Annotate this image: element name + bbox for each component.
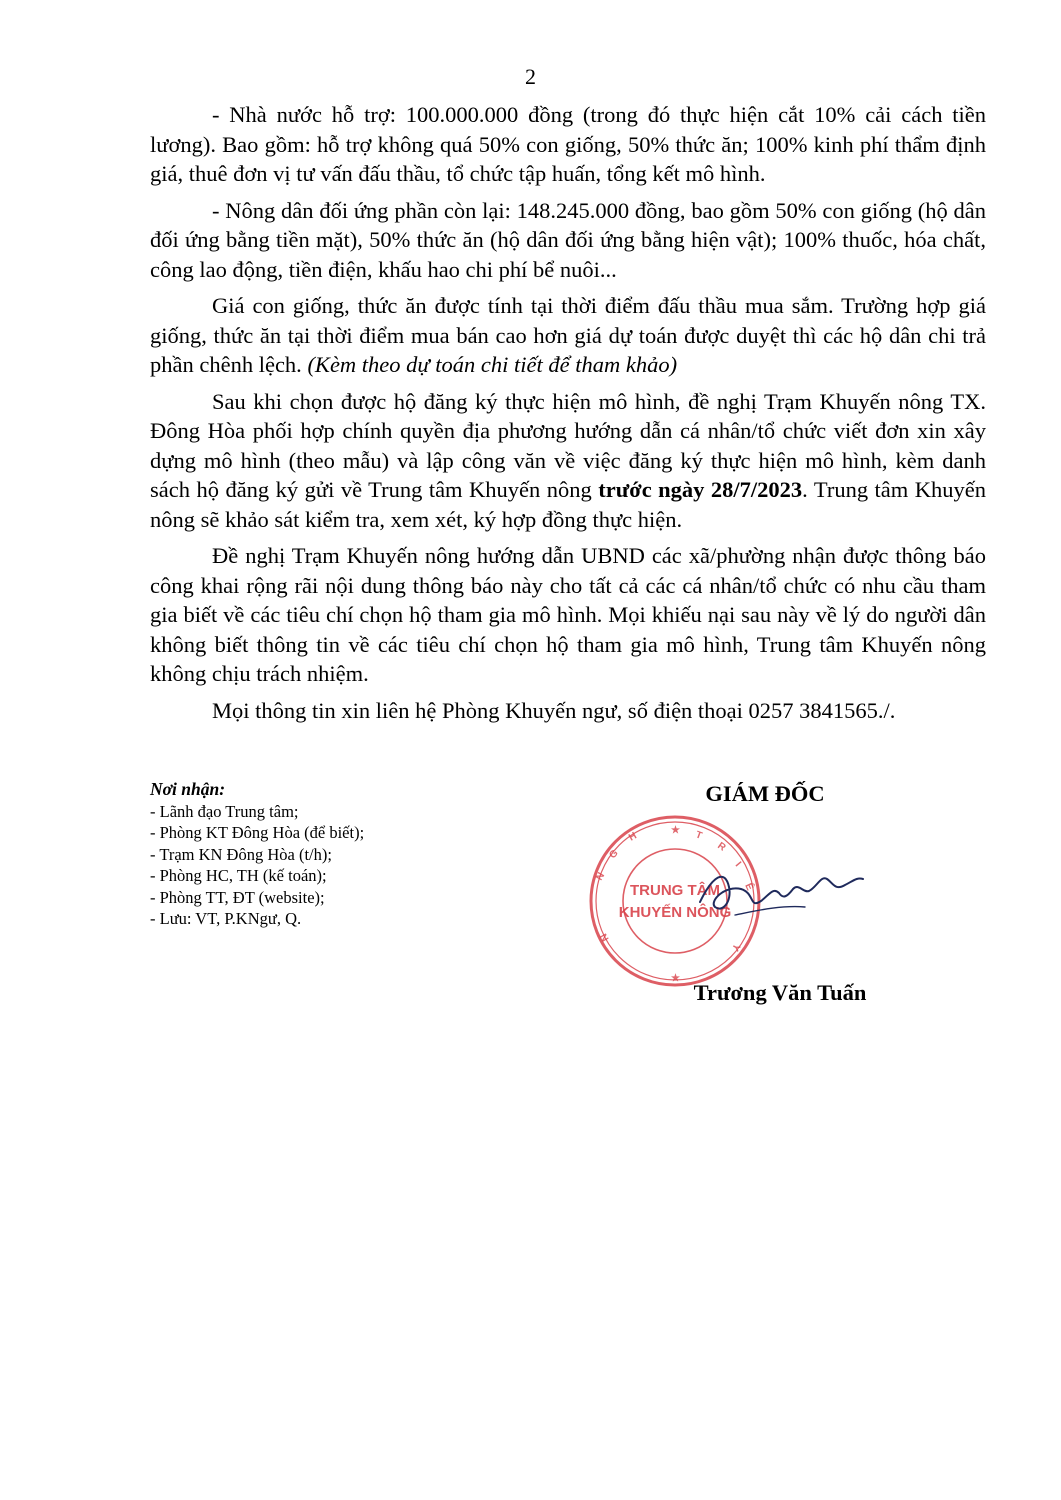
svg-text:Y: Y: [729, 941, 742, 953]
estimate-reference-note: (Kèm theo dự toán chi tiết để tham khảo): [307, 352, 678, 377]
svg-text:R: R: [715, 840, 728, 854]
svg-text:Ê: Ê: [742, 881, 756, 893]
svg-text:T: T: [693, 829, 704, 842]
paragraph-state-support: - Nhà nước hỗ trợ: 100.000.000 đồng (trong đó thực hiện cắt 10% cải cách tiền lương). Bao gồm: hỗ trợ không quá 50% con giống, 50% thức ăn; 100% kinh phí thẩm định giá, thuê đơn vị tư vấn đấu thầu, tổ chức tập huấn, tổng kết mô hình.: [150, 102, 986, 186]
recipient-item: - Trạm KN Đông Hòa (t/h);: [150, 844, 332, 864]
registration-deadline: trước ngày 28/7/2023: [598, 477, 803, 502]
svg-text:★: ★: [671, 973, 680, 984]
recipient-item: - Phòng TT, ĐT (website);: [150, 887, 325, 907]
recipients-block: [150, 779, 480, 930]
handwritten-signature: [695, 857, 865, 927]
seal-line-1: TRUNG TÂM: [630, 882, 720, 899]
signer-title: GIÁM ĐỐC: [705, 781, 825, 806]
recipients-list: [150, 801, 480, 930]
svg-text:G: G: [607, 847, 621, 862]
paragraph-price-note: [150, 291, 986, 380]
page-number: 2: [525, 64, 536, 89]
signer-name: Trương Văn Tuấn: [693, 980, 867, 1005]
svg-text:I: I: [732, 859, 743, 870]
registration-text-end: . Trung tâm Khuyến nông sẽ khảo sát kiểm tra, xem xét, ký hợp đồng thực hiện.: [150, 477, 987, 532]
recipient-item: - Lãnh đạo Trung tâm;: [150, 801, 299, 821]
document-body: [150, 100, 986, 732]
recipient-item: - Lưu: VT, P.KNgư, Q.: [150, 909, 302, 928]
svg-text:N: N: [594, 870, 608, 883]
paragraph-announcement: Đề nghị Trạm Khuyến nông hướng dẫn UBND các xã/phường nhận được thông báo công khai rộng rãi nội dung thông báo này cho tất cả các cá nhân/tổ chức có nhu cầu tham gia biết về các tiêu chí chọn hộ tham gia mô hình. Mọi khiếu nại sau này về lý do người dân không biết thông tin về các tiêu chí chọn hộ tham gia mô hình, Trung tâm Khuyến nông không chịu trách nhiệm.: [150, 543, 986, 686]
recipient-item: - Phòng HC, TH (kế toán);: [150, 866, 327, 885]
svg-text:★: ★: [671, 825, 680, 836]
paragraph-registration: [150, 387, 986, 535]
recipient-item: - Phòng KT Đông Hòa (để biết);: [150, 823, 365, 842]
signature-block: [594, 777, 930, 1017]
svg-text:H: H: [627, 830, 639, 844]
price-note-text: Giá con giống, thức ăn được tính tại thời điểm đấu thầu mua sắm. Trường hợp giá giống, thức ăn tại thời điểm mua bán cao hơn giá dự toán được duyệt thì các hộ dân chi trả phần chênh lệch.: [150, 293, 986, 377]
paragraph-contact: Mọi thông tin xin liên hệ Phòng Khuyến ngư, số điện thoại 0257 3841565./.: [212, 697, 896, 723]
seal-line-2: KHUYẾN NÔNG: [618, 904, 732, 921]
registration-text: Sau khi chọn được hộ đăng ký thực hiện mô hình, đề nghị Trạm Khuyến nông TX. Đông Hòa phối hợp chính quyền địa phương hướng dẫn cá nhân/tổ chức viết đơn xin xây dựng mô hình (theo mẫu) và lập công văn về việc đăng ký thực hiện mô hình, kèm danh sách hộ đăng ký gửi về Trung tâm Khuyến nông: [150, 388, 986, 502]
paragraph-farmer-contribution: - Nông dân đối ứng phần còn lại: 148.245.000 đồng, bao gồm 50% con giống (hộ dân đối ứng bằng tiền mặt), 50% thức ăn (hộ dân đối ứng bằng hiện vật); 100% thuốc, hóa chất, công lao động, tiền điện, khấu hao chi phí bể nuôi...: [150, 197, 986, 282]
svg-text:N: N: [598, 931, 612, 943]
recipients-title: Nơi nhận:: [150, 779, 226, 799]
